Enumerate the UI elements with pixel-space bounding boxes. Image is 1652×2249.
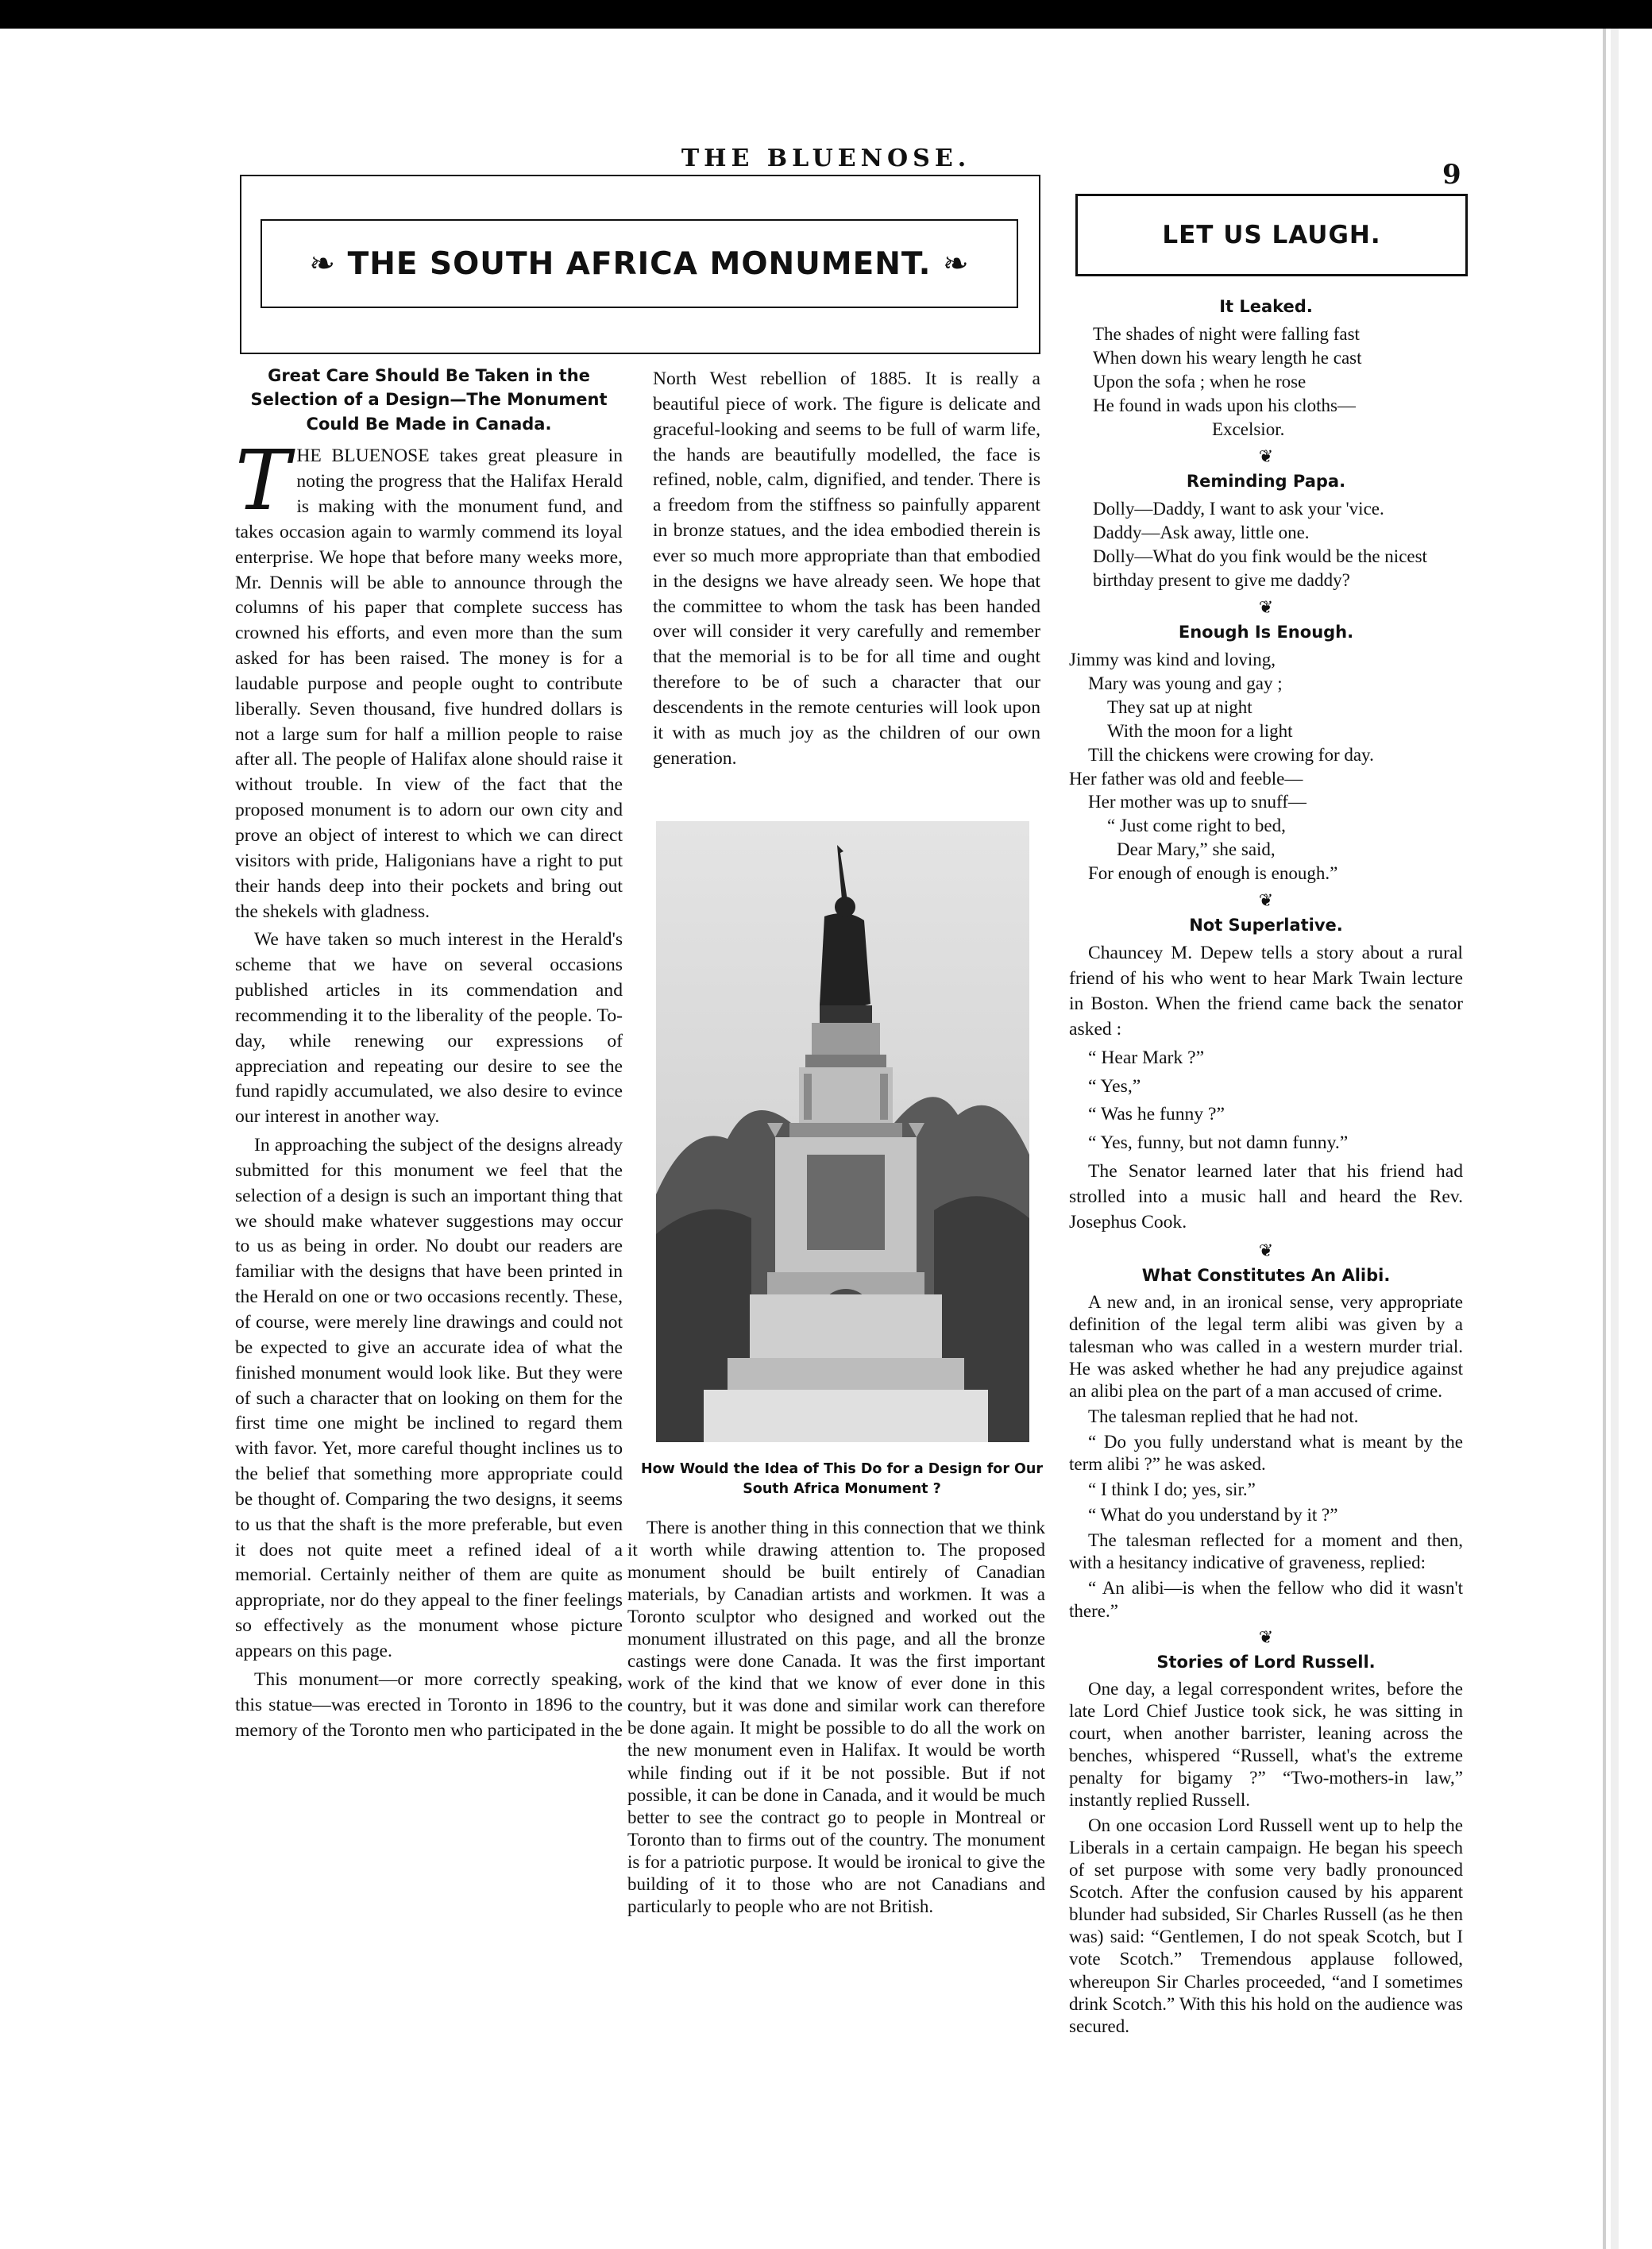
sidebar-column (1069, 292, 1463, 2041)
fleuron-icon: ❦ (1258, 889, 1274, 910)
sidebar-paragraph: On one occasion Lord Russell went up to help the Liberals in a certain campaign. He began his speech of set purpose with some very badly pronounced Scotch. After the confusion caused by his apparent blunder had subsided, Sir Charles Russell (as he then was) said: “Gentlemen, I do not speak Scotch, but I vote Scotch.” Tremendous applause followed, whereupon Sir Charles proceeded, “and I sometimes drink Scotch.” With this his hold on the audience was secured. (1069, 1815, 1463, 2036)
page-edge-shadow (1611, 29, 1619, 2249)
sidebar-paragraph: “ Was he funny ?” (1088, 1104, 1225, 1125)
verse-line: Mary was young and gay ; (1088, 673, 1283, 693)
fleuron-icon: ❦ (1258, 446, 1274, 466)
dialogue-line: Dolly—What do you fink would be the nicest birthday present to give me daddy? (1093, 546, 1427, 590)
page-edge (1603, 29, 1606, 2249)
article-subhead: Great Care Should Be Taken in the Selection of a Design—The Monument Could Be Made in Canada. (250, 366, 608, 434)
article-paragraph: This monument—or more correctly speaking, this statue—was erected in Toronto in 1896 to the memory of the Toronto men who participated in the (235, 1668, 623, 1741)
sidebar-paragraph: A new and, in an ironical sense, very appropriate definition of the legal term alibi was given by a talesman who was called in a western murder trial. He was asked whether he had any prejudice against an alibi plea on the part of a man accused of crime. (1069, 1291, 1463, 1402)
fleuron-icon: ❦ (1258, 1626, 1274, 1647)
verse-line: For enough of enough is enough.” (1088, 863, 1338, 884)
sidebar-paragraph: “ Yes, funny, but not damn funny.” (1088, 1132, 1349, 1154)
article-title: ❧ THE SOUTH AFRICA MONUMENT. ❧ (309, 245, 970, 282)
sidebar-paragraph: “ An alibi—is when the fellow who did it wasn't there.” (1069, 1578, 1463, 1621)
sidebar-paragraph: Chauncey M. Depew tells a story about a rural friend of his who went to hear Mark Twain lecture in Boston. When the friend came back the senator asked : (1069, 943, 1463, 1040)
sidebar-paragraph: “ Yes,” (1088, 1075, 1141, 1097)
verse-line: Her mother was up to snuff— (1088, 792, 1307, 812)
article-column-2-bottom (627, 1517, 1045, 1921)
article-paragraph: We have taken so much interest in the Herald's scheme that we have on several occasions published articles in its commendation and recommending it to the liberality of the people. To-day, while renewing our expressions of appreciation and repeating our desire to see the fund rapidly accumulated, we also desire to evince our interest in another way. (235, 929, 623, 1128)
verse (1069, 648, 1463, 885)
scan-top-border (0, 0, 1652, 29)
sidebar-paragraph: “ Hear Mark ?” (1088, 1047, 1205, 1068)
sidebar-heading: It Leaked. (1219, 297, 1313, 316)
dialogue (1069, 497, 1463, 592)
statue-illustration (656, 821, 1029, 1442)
dialogue-line: Dolly—Daddy, I want to ask your 'vice. (1093, 499, 1384, 519)
sidebar-heading: Reminding Papa. (1186, 471, 1346, 491)
article-column-1 (235, 364, 623, 1746)
russell-stories (1069, 1678, 1463, 2038)
sidebar-paragraph: “ I think I do; yes, sir.” (1088, 1479, 1256, 1500)
monument-photo (656, 821, 1029, 1442)
fleuron-icon: ❦ (1258, 596, 1274, 617)
verse-line: Excelsior. (1212, 419, 1285, 439)
sidebar-heading: Enough Is Enough. (1178, 622, 1354, 642)
verse (1069, 322, 1463, 441)
sidebar-title: LET US LAUGH. (1162, 221, 1381, 249)
verse-line: With the moon for a light (1107, 720, 1293, 741)
verse-line: They sat up at night (1107, 696, 1253, 717)
article-paragraph: There is another thing in this connection that we think it worth while drawing attention to. The proposed monument should be built entirely of Canadian materials, by Canadian artists and workmen. It was a Toronto sculptor who designed and worked out the monument illustrated on this page, and all the bronze castings were done Canada. It was the first important work of the kind that we know of ever done in this country, but it was done and similar work can therefore be done again. It might be possible to do all the work on the new monument even in Halifax. It would be worth while finding out if it be not possible. But if not possible, it can be done in Canada, and it would be much better to see the contract go to people in Montreal or Toronto than to firms out of the country. The monument is for a patriotic purpose. It would be ironical to give the building of it to those who are not Canadians and particularly to people who are not British. (627, 1518, 1045, 1916)
verse-line: Dear Mary,” she said, (1117, 839, 1276, 860)
masthead: THE BLUENOSE. (681, 145, 971, 172)
sidebar-paragraph: The talesman replied that he had not. (1088, 1406, 1359, 1427)
sidebar-heading: Not Superlative. (1189, 915, 1343, 935)
sidebar-paragraph: “ Do you fully understand what is meant by the term alibi ?” he was asked. (1069, 1432, 1463, 1475)
sidebar-paragraph: The Senator learned later that his friend had strolled into a music hall and heard the Rev. Josephus Cook. (1069, 1161, 1463, 1233)
article-column-2-top (653, 367, 1040, 775)
article-paragraph: HE BLUENOSE takes great pleasure in noting the progress that the Halifax Herald is making with the monument fund, and takes occasion again to warmly commend its loyal enterprise. We hope that before many weeks more, Mr. Dennis will be able to announce through the columns of his paper that complete success has crowned his efforts, and even more than the sum asked for has been raised. The money is for a laudable purpose and people ought to contribute liberally. Seven thousand, five hundred dollars is not a large sum for half a million people to raise after all. The people of Halifax alone should raise it without trouble. In view of the fact that the proposed monument is to adorn our own city and prove an object of interest to which we can direct visitors with pride, Haligonians have a right to put their hands deep into their pockets and bring out the shekels with gladness. (235, 446, 623, 922)
photo-caption: How Would the Idea of This Do for a Design for Our South Africa Monument ? (640, 1461, 1044, 1498)
drop-cap: T (235, 432, 291, 530)
verse-line: “ Just come right to bed, (1107, 816, 1286, 836)
sidebar-heading: Stories of Lord Russell. (1156, 1652, 1376, 1672)
dialogue-line: Daddy—Ask away, little one. (1093, 523, 1310, 543)
fleuron-icon: ❦ (1258, 1240, 1274, 1260)
article-paragraph: In approaching the subject of the designs already submitted for this monument we feel that the selection of a design is such an important thing that we should make whatever suggestions may occur to us as being in order. No doubt our readers are familiar with the designs that have been printed in the Herald on one or two occasions recently. These, of course, were merely line drawings and could not be expected to give an accurate idea of what the finished monument would look like. But they were of such a character that on looking on them for the first time one might be inclined to regard them with favor. Yet, more careful thought inclines us to the belief that something more appropriate could be thought of. Comparing the two designs, it seems to us that the shaft is the more preferable, but even it does not quite meet a refined ideal of a memorial. Certainly neither of them are quite as appropriate, nor do they appeal to the finer feelings so effectively as the monument whose picture appears on this page. (235, 1135, 623, 1661)
verse-line: Till the chickens were crowing for day. (1088, 744, 1374, 765)
sidebar-heading: What Constitutes An Alibi. (1141, 1265, 1391, 1285)
verse-line: Her father was old and feeble— (1069, 768, 1303, 789)
sidebar-paragraph: The talesman reflected for a moment and then, with a hesitancy indicative of graveness, replied: (1069, 1530, 1463, 1573)
verse-line: The shades of night were falling fast (1093, 324, 1360, 345)
sidebar-paragraph: “ What do you understand by it ?” (1088, 1505, 1338, 1526)
verse-line: When down his weary length he cast (1093, 348, 1362, 368)
sidebar-paragraph: One day, a legal correspondent writes, before the late Lord Chief Justice took sick, he was sitting in court, when another barrister, leaning across the benches, whispered “Russell, what's the extreme penalty for bigamy ?” “Two-mothers-in law,” instantly replied Russell. (1069, 1678, 1463, 1811)
article-opening (235, 432, 623, 924)
verse-line: Upon the sofa ; when he rose (1093, 372, 1307, 392)
page-number: 9 (1442, 159, 1461, 191)
article-paragraph: North West rebellion of 1885. It is really a beautiful piece of work. The figure is delicate and graceful-looking and seems to be full of warm life, the hands are beautifully modelled, the face is refined, noble, calm, dignified, and tender. There is a freedom from the stiffness so painfully apparent in bronze statues, and the idea embodied therein is ever so much more appropriate than that embodied in the designs we have already seen. We hope that the committee to whom the task has been handed over will consider it very carefully and remember that the memorial is to be for all time and ought therefore to be of such a character that our descendents in the remote centuries will look upon it with as much joy as the children of our own generation. (653, 368, 1040, 769)
alibi-story (1069, 1291, 1463, 1622)
verse-line: Jimmy was kind and loving, (1069, 650, 1276, 670)
verse-line: He found in wads upon his cloths— (1093, 395, 1356, 416)
